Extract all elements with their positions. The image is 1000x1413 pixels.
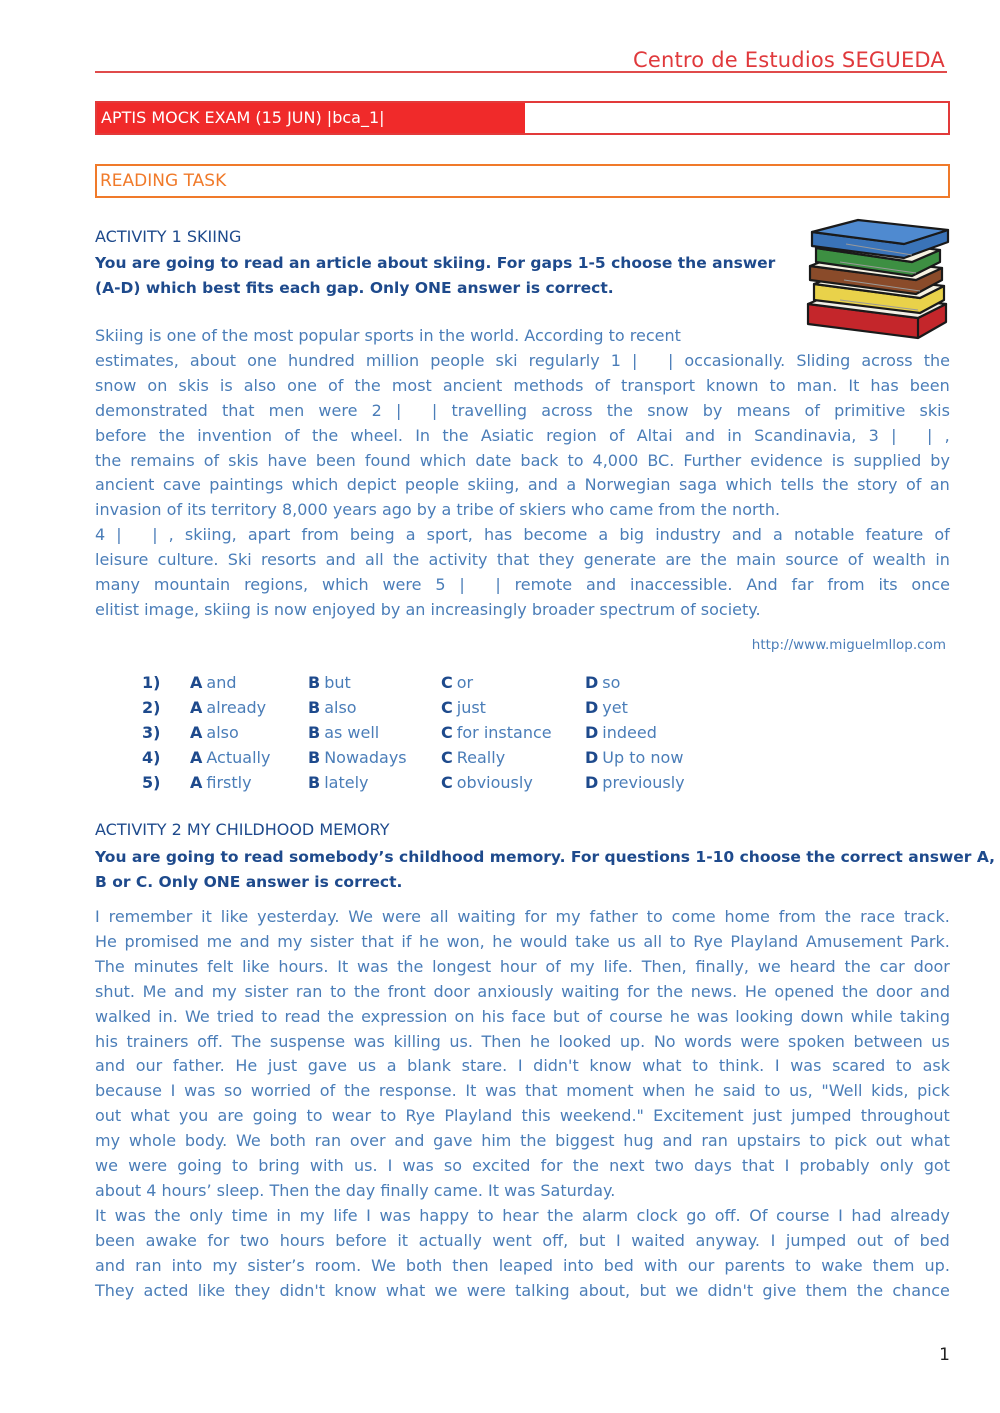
passage-line: we were going to bring with us. I was so excited for the next two days that I probably only got [95,1156,950,1176]
passage-line: his trainers off. The suspense was killing us. Then he looked up. No words were spoken between us [95,1031,950,1051]
passage-line: estimates, about one hundred million people ski regularly 1 | | occasionally. Sliding across the [95,350,950,370]
option-d[interactable]: D Up to now [585,748,684,767]
activity1-passage [95,324,950,623]
exam-title: APTIS MOCK EXAM (15 JUN) |bca_1| [97,103,525,133]
option-row [142,770,705,795]
activity1-instruction-line: You are going to read an article about skiing. For gaps 1-5 choose the answer [95,254,776,272]
passage-line: invasion of its territory 8,000 years ago by a tribe of skiers who came from the north. [95,500,781,520]
source-url: http://www.miguelmllop.com [751,637,946,653]
school-name: Centro de Estudios SEGUEDA [632,48,945,72]
option-b[interactable]: B but [308,673,351,692]
option-c[interactable]: C just [441,698,486,717]
activity2-instruction-line: B or C. Only ONE answer is correct. [95,873,403,891]
passage-line: elitist image, skiing is now enjoyed by an increasingly broader spectrum of society. [95,599,761,619]
question-number: 2) [142,698,161,717]
passage-line: many mountain regions, which were 5 | | remote and inaccessible. And far from its once [95,575,950,595]
passage-line: out what you are going to wear to Rye Playland this weekend." Excitement just jumped throughout [95,1106,950,1126]
passage-line: my whole body. We both ran over and gave him the biggest hug and ran upstairs to pick out what [95,1131,950,1151]
question-number: 4) [142,748,161,767]
question-number: 3) [142,723,161,742]
header-divider [95,71,947,73]
activity1-instruction-line: (A-D) which best fits each gap. Only ONE answer is correct. [95,279,614,297]
option-d[interactable]: D so [585,673,621,692]
option-b[interactable]: B lately [308,773,369,792]
activity1-title: ACTIVITY 1 SKIING [95,227,242,246]
passage-line: 4 | | , skiing, apart from being a sport, has become a big industry and a notable feature of [95,525,950,545]
passage-line: He promised me and my sister that if he won, he would take us all to Rye Playland Amusement Park. [95,931,950,951]
question-number: 1) [142,673,161,692]
passage-line: snow on skis is also one of the most ancient methods of transport known to man. It has been [95,375,950,395]
option-d[interactable]: D yet [585,698,628,717]
page-number: 1 [939,1345,950,1365]
passage-line: They acted like they didn't know what we were talking about, but we didn't give them the chance [95,1280,950,1300]
activity2-instruction [95,845,995,895]
passage-line: ancient cave paintings which depict people skiing, and a Norwegian saga which tells the story of an [95,475,950,495]
question-number: 5) [142,773,161,792]
option-a[interactable]: A Actually [190,748,271,767]
option-c[interactable]: C Really [441,748,506,767]
option-c[interactable]: C for instance [441,723,552,742]
passage-line: walked in. We tried to read the expression on his face but of course he was looking down while taking [95,1006,950,1026]
option-row [142,720,705,745]
passage-line: because I was so worried of the response. It was that moment when he said to us, "Well kids, pick [95,1081,950,1101]
option-row [142,745,705,770]
task-title: READING TASK [95,164,950,198]
passage-line: The minutes felt like hours. It was the longest hour of my life. Then, finally, we heard the car door [95,956,950,976]
option-a[interactable]: A and [190,673,237,692]
activity1-instruction [95,251,775,301]
passage-line: shut. Me and my sister ran to the front door anxiously waiting for the news. He opened the door and [95,981,950,1001]
exam-name-blank [525,103,948,133]
option-row [142,670,705,695]
passage-line: demonstrated that men were 2 | | travelling across the snow by means of primitive skis [95,400,950,420]
passage-line: and our father. He just gave us a blank stare. I didn't know what to think. I was scared to ask [95,1056,950,1076]
passage-line: Skiing is one of the most popular sports in the world. According to recent [95,326,681,345]
passage-line: been awake for two hours before it actually went off, but I waited anyway. I jumped out of bed [95,1230,950,1250]
option-c[interactable]: C obviously [441,773,533,792]
passage-line: about 4 hours’ sleep. Then the day finally came. It was Saturday. [95,1180,616,1200]
option-a[interactable]: A firstly [190,773,252,792]
option-a[interactable]: A already [190,698,267,717]
activity2-title: ACTIVITY 2 MY CHILDHOOD MEMORY [95,820,390,839]
option-c[interactable]: C or [441,673,474,692]
option-b[interactable]: B also [308,698,357,717]
option-b[interactable]: B as well [308,723,380,742]
activity1-options [142,670,705,795]
passage-line: before the invention of the wheel. In the Asiatic region of Altai and in Scandinavia, 3 | | , [95,425,950,445]
passage-line: leisure culture. Ski resorts and all the activity that they generate are the main source of wealth in [95,550,950,570]
exam-title-box [95,101,950,135]
passage-line: and ran into my sister’s room. We both then leaped into bed with our parents to wake them up. [95,1255,950,1275]
activity2-instruction-line: You are going to read somebody’s childhood memory. For questions 1-10 choose the correct answer A, [95,848,995,866]
passage-line: the remains of skis have been found which date back to 4,000 BC. Further evidence is supplied by [95,450,950,470]
passage-line: I remember it like yesterday. We were all waiting for my father to come home from the race track. [95,907,950,926]
option-d[interactable]: D indeed [585,723,657,742]
option-row [142,695,705,720]
option-a[interactable]: A also [190,723,239,742]
option-b[interactable]: B Nowadays [308,748,407,767]
activity2-passage [95,905,950,1304]
passage-line: It was the only time in my life I was happy to hear the alarm clock go off. Of course I had already [95,1205,950,1225]
option-d[interactable]: D previously [585,773,685,792]
